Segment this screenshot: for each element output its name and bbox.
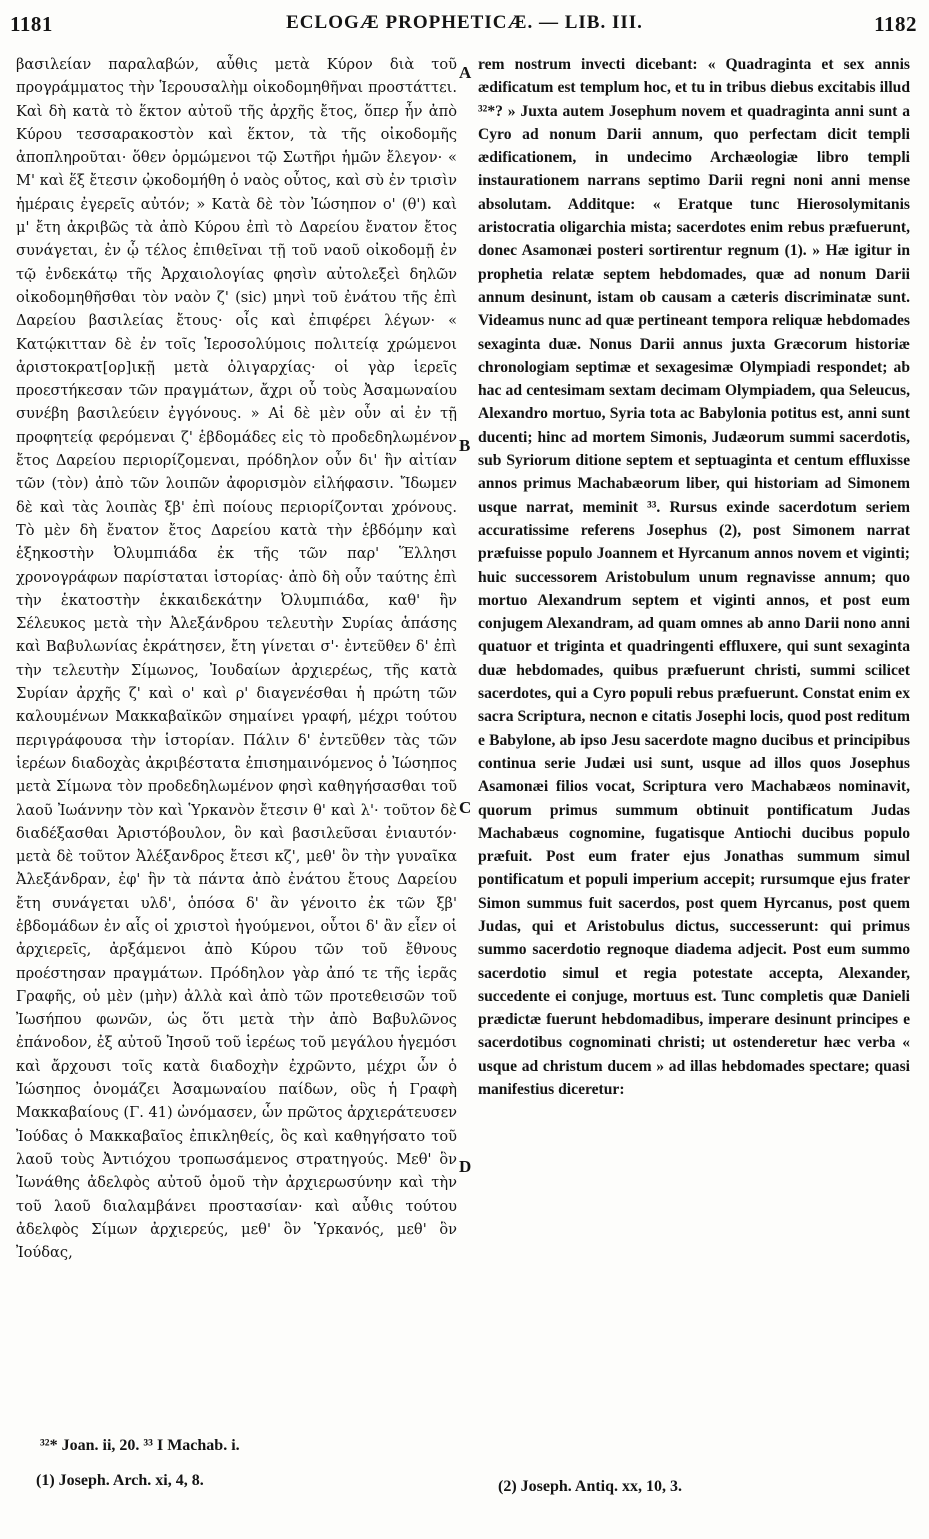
running-title: ECLOGÆ PROPHETICÆ. — LIB. III. <box>286 12 643 33</box>
margin-letter-b: B <box>459 436 471 455</box>
footnote-2: (2) Joseph. Antiq. xx, 10, 3. <box>498 1478 683 1495</box>
margin-letter-c: C <box>459 798 472 817</box>
margin-letter-a: A <box>459 63 472 82</box>
margin-letter-d: D <box>459 1157 472 1176</box>
latin-text: rem nostrum invecti dicebant: « Quadraginta et sex annis ædificatum est templum hoc, et tu in tribus diebus excitabis illud ³²*? » Juxta autem Josephum novem et quadraginta anni sunt a Cyro ad nonum Darii annum, quo perfectam dicit templi ædificationem, in undecimo Archæologiæ libro templi instaurationem narrans septimo Darii regni noni anni mense absolutam. Additque: « Eratque tunc Hierosolymitanis aristocratia oligarchia mista; sacerdotes enim rebus præfuerunt, donec Asamonæi posteri sortirentur regnum (1). » Hæ igitur in prophetia relatæ septem hebdomades, quæ ad nonum Darii annum desinunt, istam ob causam a cæteris discriminatæ sunt. Videamus nunc ad quæ pertineant tempora reliquæ hebdomades sexaginta duæ. Nonus Darii annus juxta Græcorum historiæ chronologiam septimæ et sexagesimæ Olympiadi respondet; ab hac ad centesimam sextam decimam Olympiadem, qua Seleucus, Alexandro mortuo, Syria tota ac Babylonia potitus est, anni sunt ducenti; hinc ad mortem Simonis, Judæorum summi sacerdotis, sub Syriorum ditione septem et septuaginta et centum effluxisse annos primus Machabæorum liber, qui historiam ad Simonem usque narrat, meminit ³³. Rursus exinde sacerdotum seriem accuratissime referens Josephus (2), post Simonem narrat præfuisse populo Joannem et Hyrcanum annos novem et viginti; huic successorem Aristobulum unum regnavisse annum; quo mortuo Alexandrum septem et viginti annos, et post eum conjugem Alexandram, ad quam omnes ab anno Darii nono anni quatuor et triginta et quadringenti effluxere, qui sunt sexaginta duæ hebdomades, quibus præfuerunt christi, summi scilicet sacerdotes, qui a Cyro populi rebus præfuerunt. Constat enim ex sacra Scriptura, necnon e citatis Josephi locis, quod post reditum e Babylone, ab ipso Jesu sacerdote magno ducibus et principibus continua serie Judæi usi sunt, usque ad illos quos Josephus Asamonæi filios vocat, Scriptura vero Machabæos nominavit, quorum primus summum obtinuit pontificatum Judas Machabæus cognomine, fugatisque Antiochi ducibus populo præfuit. Post eum frater ejus Jonathas summum simul pontificatum et populi imperium accepit; rursumque ejus frater Simon summus fuit sacerdos, post quem Hyrcanus, post quem Judas, qui et Aristobulus dictus, successerunt: qui primus summo sacerdotio regnoque diadema adjecit. Post eum summo sacerdotio simul et regia potestate accepta, Alexander, succedente ei conjuge, mortuus est. Tunc completis quæ Danieli prædictæ fuerunt hebdomadibus, imperare desinunt principes e sacerdotibus cognominati christi; ut ostenderetur hæc verba « usque ad christum ducem » ad illas hebdomades spectare; quasi manifestius diceretur: <box>478 56 910 1099</box>
scripture-references: ³²* Joan. ii, 20. ³³ I Machab. i. <box>40 1437 240 1454</box>
page-number-left: 1181 <box>10 12 53 36</box>
greek-column <box>16 53 457 1264</box>
page-number-right: 1182 <box>874 12 917 36</box>
latin-column <box>478 53 910 1101</box>
footnote-1: (1) Joseph. Arch. xi, 4, 8. <box>36 1472 204 1489</box>
greek-text: βασιλείαν παραλαβών, αὖθις μετὰ Κύρον διὰ τοῦ προγράμματος τὴν Ἱερουσαλὴμ οἰκοδομηθῆναι προστάττει. Καὶ δὴ κατὰ τὸ ἕκτον αὐτοῦ τῆς ἀρχῆς ἔτος, ὅπερ ἦν ἀπὸ Κύρου τεσσαρακοστὸν καὶ ἕκτον, τὰ τῆς οἰκοδομῆς ἀποπληροῦται· ὅθεν ὁρμώμενοι τῷ Σωτῆρι ἡμῶν ἔλεγον· « Μ' καὶ ἕξ ἔτεσιν ᾠκοδομήθη ὁ ναὸς οὗτος, καὶ σὺ ἐν τρισὶν ἡμέραις ἐγερεῖς αὐτόν; » Κατὰ δὲ τὸν Ἰώσηπον ο' (θ') καὶ μ' ἔτη ἀκριβῶς τὰ ἀπὸ Κύρου ἐπὶ τὸ Δαρείου ἔνατον ἔτος συνάγεται, ἐν ᾧ τέλος ἐπιθεῖναι τῇ τοῦ ναοῦ οἰκοδομῇ ἐν τῷ ἐνδεκάτῳ τῆς Ἀρχαιολογίας φησὶν αὐτολεξεὶ δηλῶν οἰκοδομηθῆσθαι τὸν ναὸν ζ' (sic) μηνὶ τοῦ ἐνάτου τῆς ἐπὶ Δαρείου βασιλείας ἔτους· οἷς καὶ ἐπιφέρει λέγων· « Κατῴκιτταν δὲ ἐν τοῖς Ἱεροσολύμοις πολιτείᾳ χρώμενοι ἀριστοκρατ[ορ]ικῇ μετὰ ὀλιγαρχίας· οἱ γὰρ ἱερεῖς προεστήκεσαν τῶν πραγμάτων, ἄχρι οὗ τοὺς Ἀσαμωναίου συνέβη βασιλεύειν ἐγγόνους. » Αἱ δὲ μὲν οὖν αἱ ἐν τῇ προφητείᾳ φερόμεναι ζ' ἑβδομάδες εἰς τὸ προδεδηλωμένον ἔτος Δαρείου περιορίζομεναι, πρόδηλον οὖν δι' ἣν αἰτίαν τῶν (τὸν) ἀπὸ τῶν λοιπῶν ἀφορισμὸν εἰλήφασιν. Ἴδωμεν δὲ καὶ τὰς λοιπὰς ξβ' ἐπὶ ποίους περιορίζονται χρόνους. Τὸ μὲν δὴ ἔνατον ἔτος Δαρείου κατὰ τὴν ἑβδόμην καὶ ἑξηκοστὴν Ὀλυμπιάδα ἐκ τῆς τῶν παρ' Ἕλλησι χρονογράφων παρίσταται ἱστορίας· ἀπὸ δὴ οὖν ταύτης ἐπὶ τὴν ἑκατοστὴν ἑκκαιδεκάτην Ὀλυμπιάδα, καθ' ἣν Σέλευκος μετὰ τὴν Ἀλεξάνδρου τελευτὴν Συρίας ἁπάσης καὶ Βαβυλωνίας ἐκράτησεν, ἔτη γίνεται σ'· ἐντεῦθεν δ' ἐπὶ τὴν τελευτὴν Σίμωνος, Ἰουδαίων ἀρχιερέως, τῆς κατὰ Συρίαν ἀρχῆς ζ' καὶ ο' καὶ ρ' διαγενέσθαι ἡ πρώτη τῶν καλουμένων Μακκαβαϊκῶν σημαίνει γραφή, μέχρι τούτου περιγράφουσα τὴν ἱστορίαν. Πάλιν δ' ἐντεῦθεν τὰς τῶν ἱερέων διαδοχὰς ἀκριβέστατα ἐπισημαινόμενος ὁ Ἰώσηπος μετὰ Σίμωνα τὸν προδεδηλωμένον φησὶ καθηγήσασθαι τοῦ λαοῦ Ἰωάννην τὸν καὶ Ὑρκανὸν ἔτεσιν θ' καὶ λ'· τοῦτον δὲ διαδέξασθαι Ἀριστόβουλον, ὃν καὶ βασιλεῦσαι ἐνιαυτόν· μετὰ δὲ τοῦτον Ἀλέξανδρος ἔτεσι κζ', μεθ' ὃν τὴν γυναῖκα Ἀλεξάνδραν, ἐφ' ἣν τὰ πάντα ἀπὸ ἐνάτου ἔτους Δαρείου ἔτη συνάγεται υλδ', ὁπόσα δ' ἂν γένοιτο ἐκ τῶν ξβ' ἑβδομάδων ἐν αἷς οἱ χριστοὶ ἡγούμενοι, οὗτοι δ' ἂν εἶεν οἱ ἀρχιερεῖς, ἀρξάμενοι ἀπὸ Κύρου τῶν τοῦ ἔθνους προέστησαν πραγμάτων. Πρόδηλον γὰρ ἀπό τε τῆς ἱερᾶς Γραφῆς, οὐ μὲν (μὴν) ἀλλὰ καὶ ἀπὸ τῶν προτεθεισῶν τοῦ Ἰωσήπου φωνῶν, ὡς ὅτι μετὰ τὴν ἀπὸ Βαβυλῶνος ἐπάνοδον, ἐξ αὐτοῦ Ἰησοῦ τοῦ ἱερέως τοῦ μεγάλου ἡγεμόσι καὶ ἄρχουσι τοῖς κατὰ διαδοχὴν ἐχρῶντο, μέχρι ὧν ὁ Ἰώσηπος ὀνομάζει Ἀσαμωναίου παίδων, οὓς ἡ Γραφὴ Μακκαβαίους (Γ. 41) ὠνόμασεν, ὧν πρῶτος ἀρχιεράτευσεν Ἰούδας ὁ Μακκαβαῖος ἐπικληθείς, ὃς καὶ καθηγήσατο τοῦ λαοῦ τοὺς Ἀντιόχου τροπωσάμενος στρατηγούς. Μεθ' ὃν Ἰωνάθης ἀδελφὸς αὐτοῦ ὁμοῦ τὴν ἀρχιερωσύνην καὶ τὴν τοῦ λαοῦ διαλαμβάνει προστασίαν· καὶ αὖθις τούτου ἀδελφὸς Σίμων ἀρχιερεύς, μεθ' ὃν Ὑρκανός, μεθ' ὃν Ἰούδας, <box>16 56 457 1262</box>
